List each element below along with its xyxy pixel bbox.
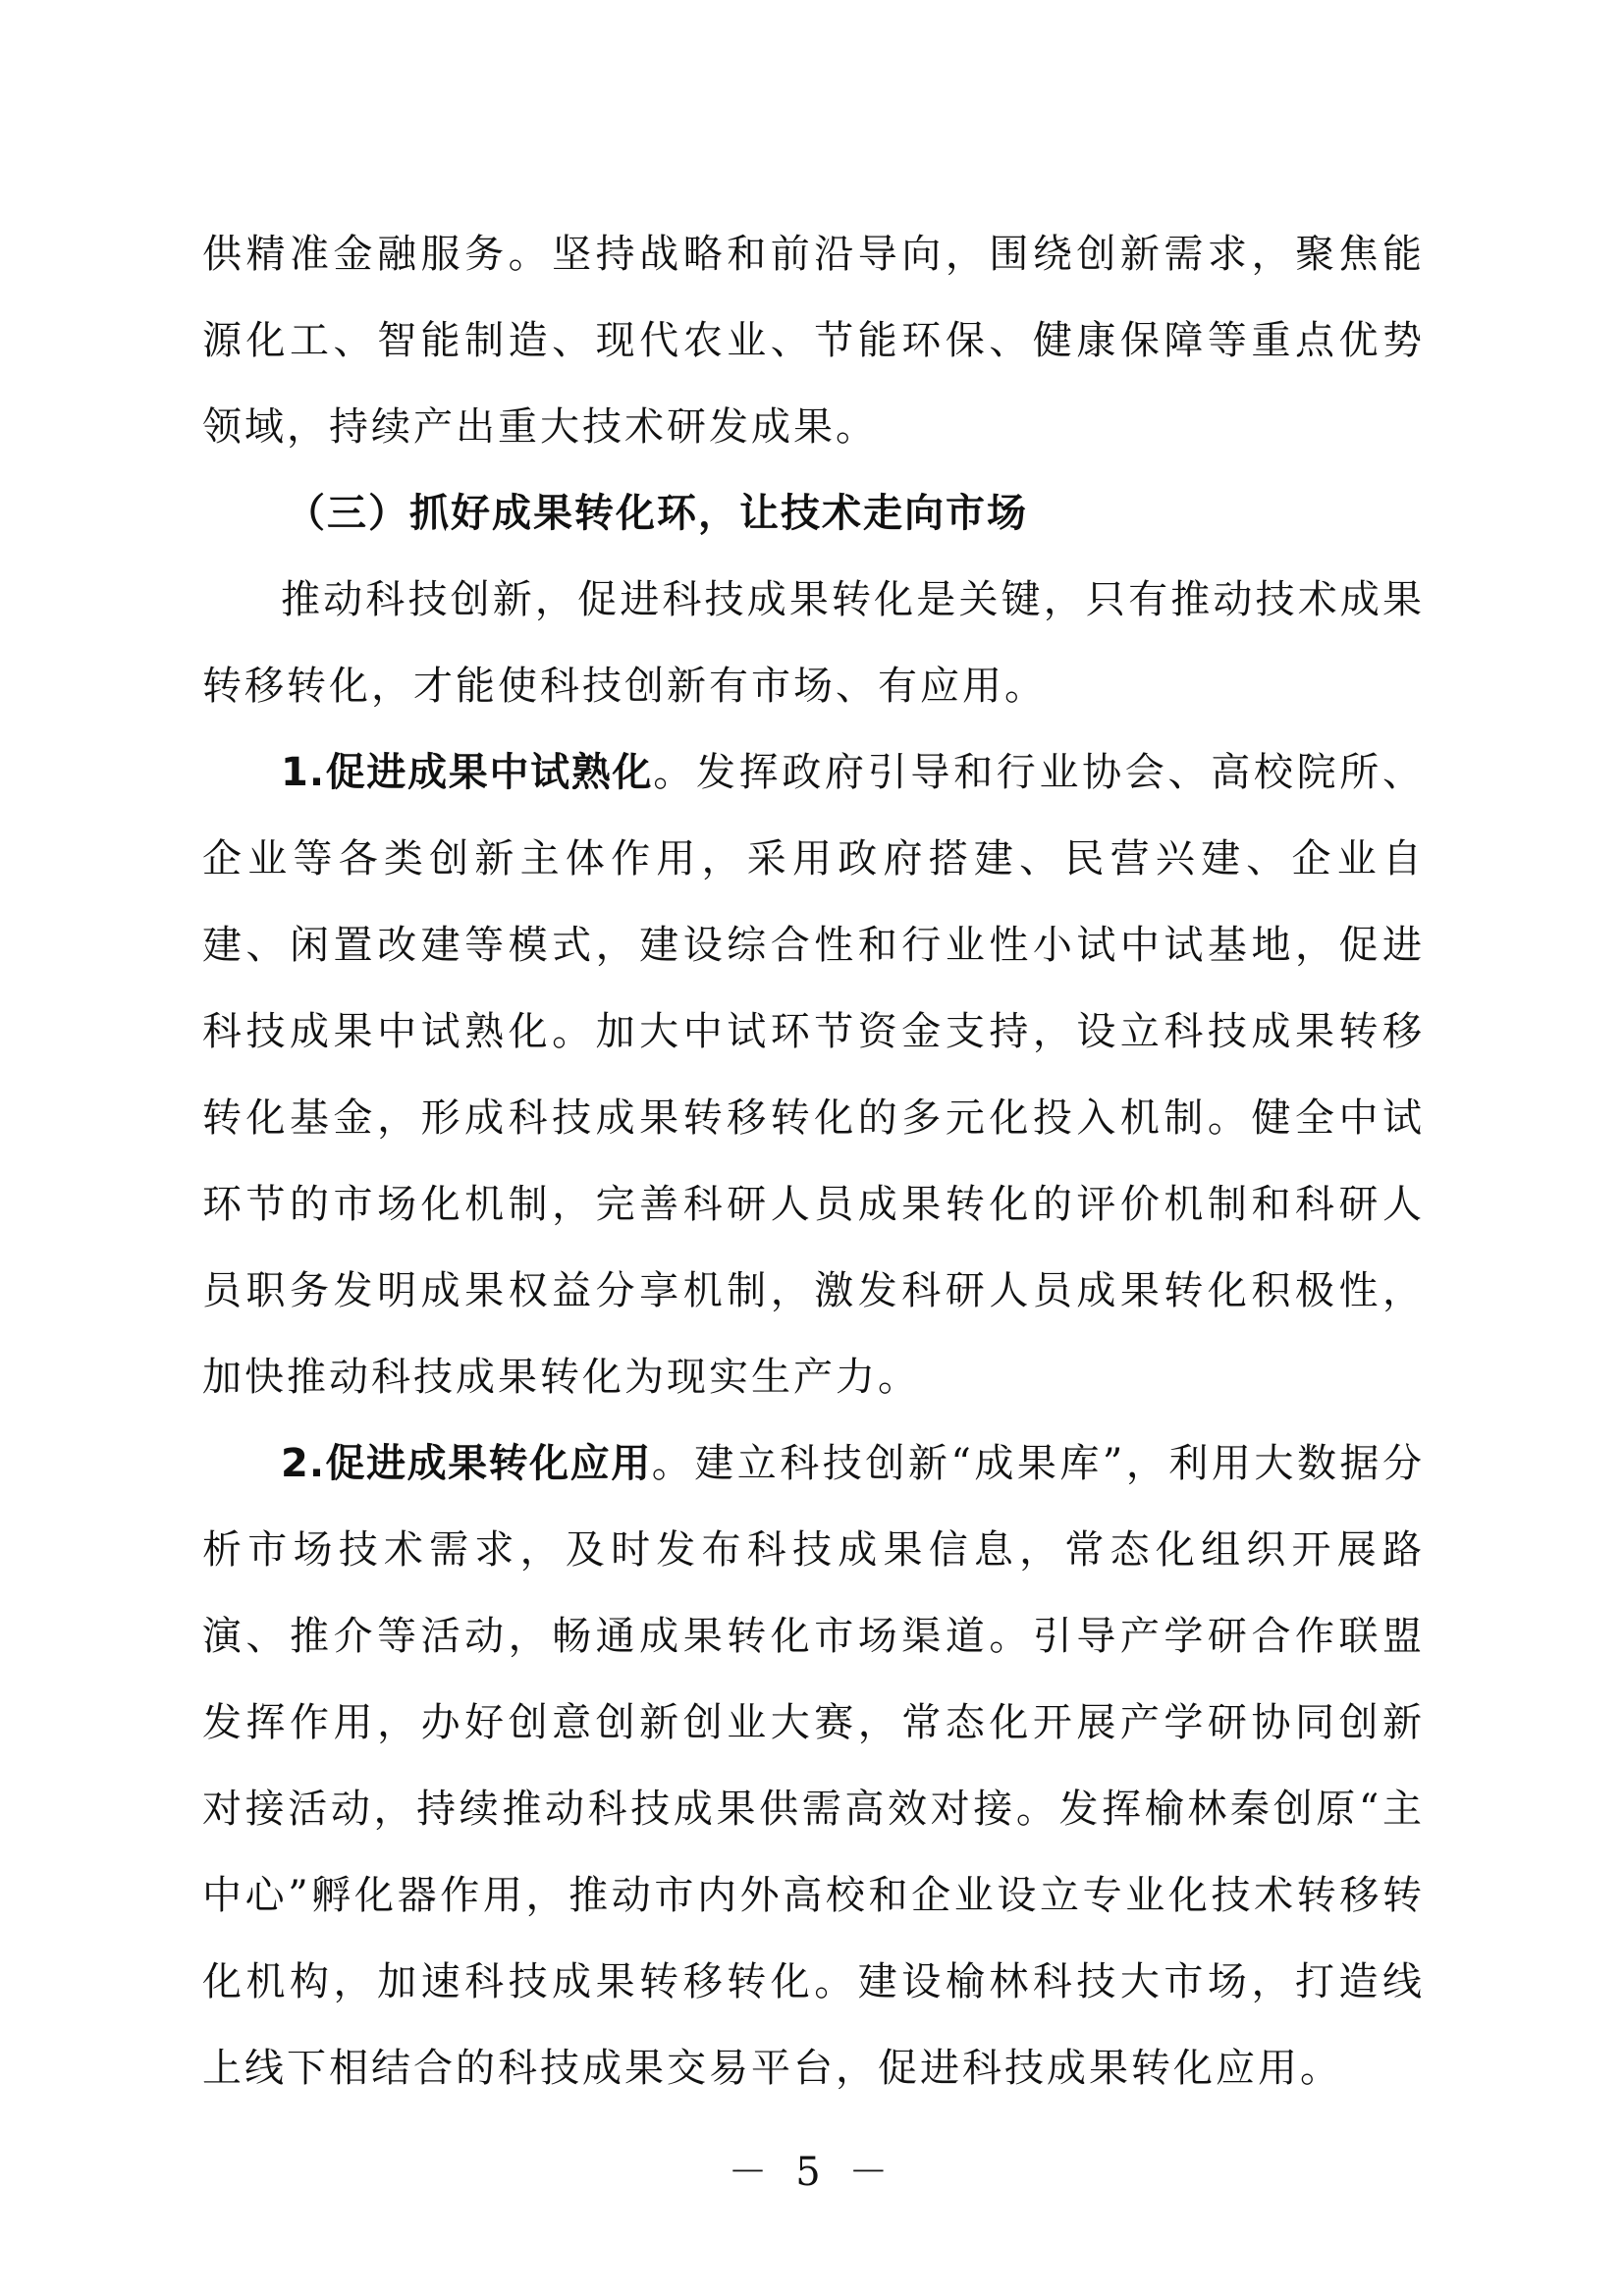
list-item-2 [202, 1420, 1425, 2111]
body-text [202, 211, 1425, 2111]
list-item-1 [202, 729, 1425, 1420]
page-number: － 5 － [728, 2150, 896, 2195]
list-item-1-lead: 1.促进成果中试熟化 [281, 750, 654, 795]
list-item-2-text: 。建立科技创新“成果库”，利用大数据分析市场技术需求，及时发布科技成果信息，常态化组织开展路演、推介等活动，畅通成果转化市场渠道。引导产学研合作联盟发挥作用，办好创意创新创业大赛，常态化开展产学研协同创新对接活动，持续推动科技成果供需高效对接。发挥榆林秦创原“主中心”孵化器作用，推动市内外高校和企业设立专业化技术转移转化机构，加速科技成果转移转化。建设榆林科技大市场，打造线上线下相结合的科技成果交易平台，促进科技成果转化应用。 [202, 1441, 1425, 2091]
list-item-1-text: 。发挥政府引导和行业协会、高校院所、企业等各类创新主体作用，采用政府搭建、民营兴建、企业自建、闲置改建等模式，建设综合性和行业性小试中试基地，促进科技成果中试熟化。加大中试环节资金支持，设立科技成果转移转化基金，形成科技成果转移转化的多元化投入机制。健全中试环节的市场化机制，完善科研人员成果转化的评价机制和科研人员职务发明成果权益分享机制，激发科研人员成果转化积极性，加快推动科技成果转化为现实生产力。 [202, 750, 1425, 1400]
section-heading-3: （三）抓好成果转化环，让技术走向市场 [286, 491, 1028, 536]
list-item-2-lead: 2.促进成果转化应用 [281, 1441, 652, 1486]
paragraph-intro: 推动科技创新，促进科技成果转化是关键，只有推动技术成果转移转化，才能使科技创新有市场、有应用。 [202, 577, 1425, 709]
paragraph-continuation: 供精准金融服务。坚持战略和前沿导向，围绕创新需求，聚焦能源化工、智能制造、现代农业、节能环保、健康保障等重点优势领域，持续产出重大技术研发成果。 [202, 232, 1425, 450]
